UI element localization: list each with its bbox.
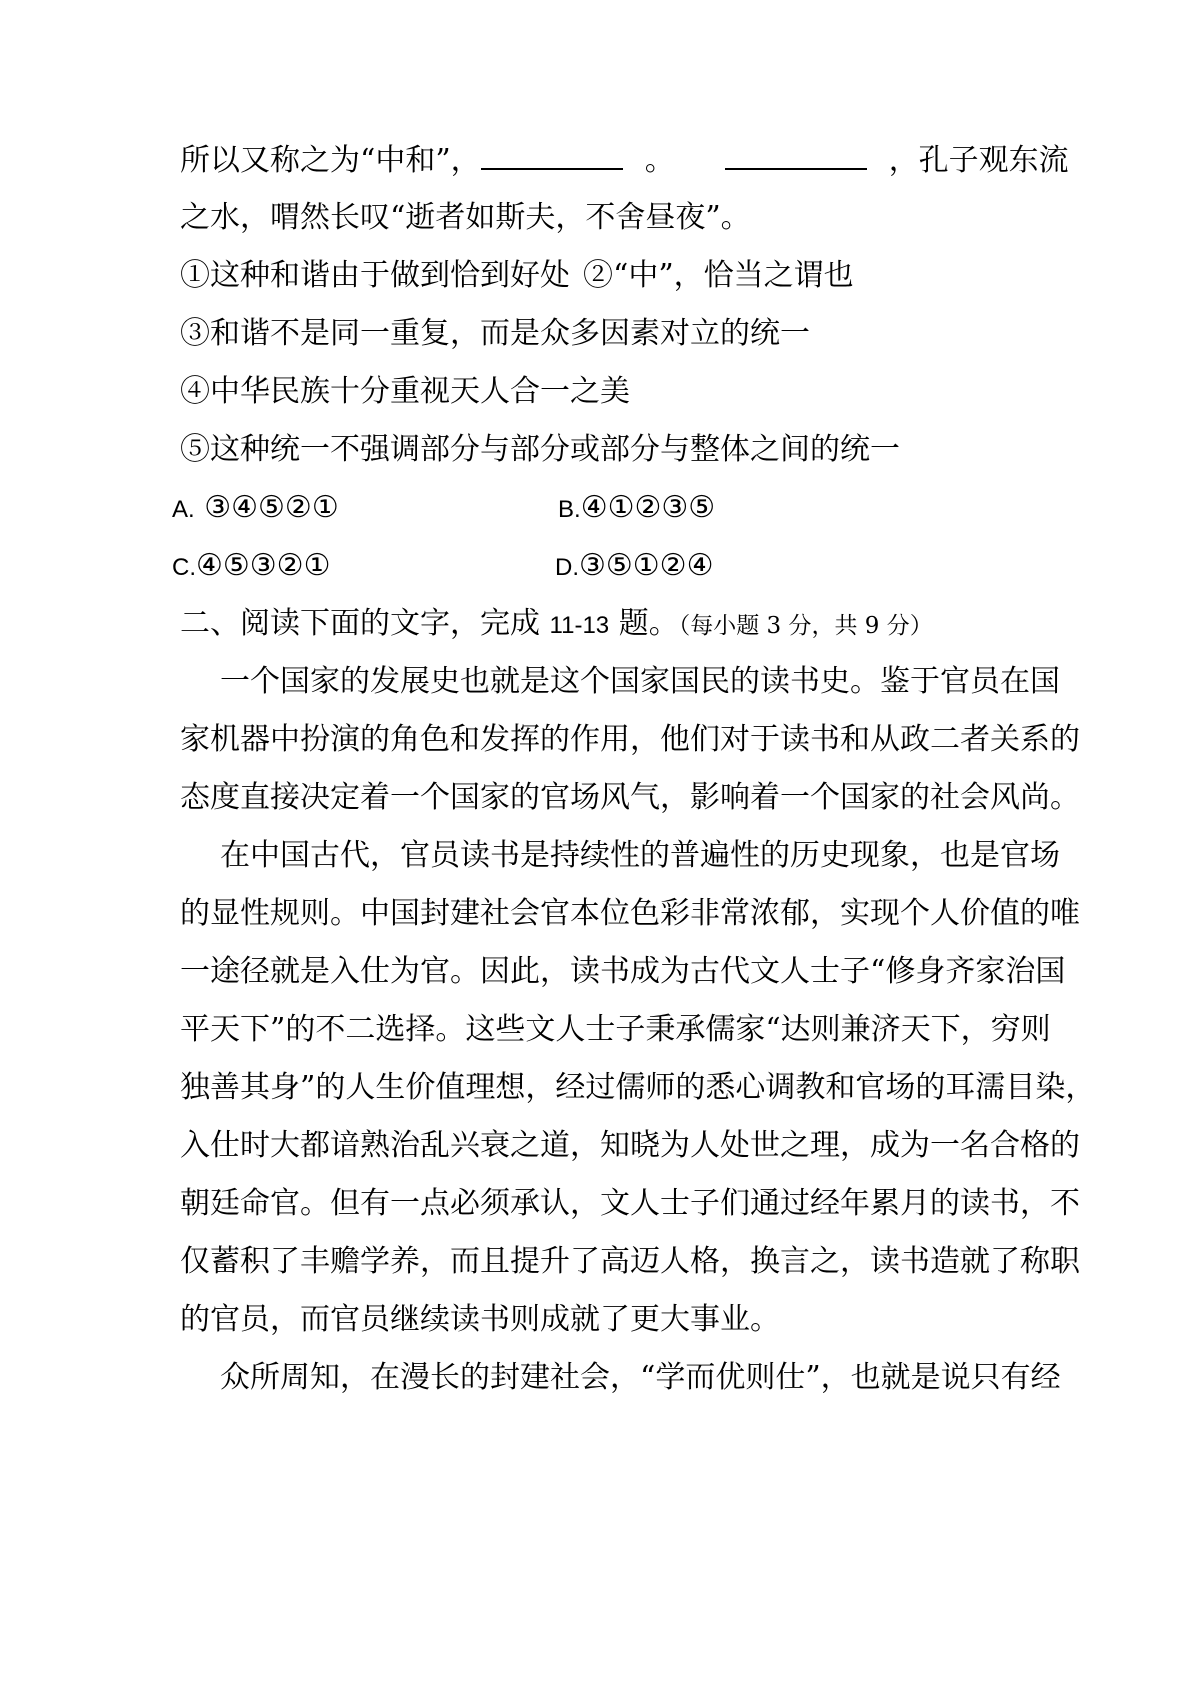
fill-in-text-1: 所以又称之为“中和”， xyxy=(180,143,481,178)
option-c xyxy=(172,546,330,588)
passage-line-2: 家机器中扮演的角色和发挥的作用，他们对于读书和从政二者关系的 xyxy=(180,722,1080,757)
passage-line-9: 入仕时大都谙熟治乱兴衰之道，知晓为人处世之理，成为一名合格的 xyxy=(180,1128,1080,1163)
passage-line-11: 仅蓄积了丰赡学养，而且提升了高迈人格，换言之，读书造就了称职 xyxy=(180,1244,1080,1279)
option-a-label: A. xyxy=(172,496,195,523)
fill-in-line-2: 之水，喟然长叹“逝者如斯夫，不舍昼夜”。 xyxy=(180,200,751,235)
sentence-5: ⑤这种统一不强调部分与部分或部分与整体之间的统一 xyxy=(180,432,900,467)
sentence-4: ④中华民族十分重视天人合一之美 xyxy=(180,374,630,409)
passage-line-10: 朝廷命官。但有一点必须承认，文人士子们通过经年累月的读书，不 xyxy=(180,1186,1080,1221)
section-2-heading-tail: 题。 xyxy=(609,606,679,641)
answer-blank-2 xyxy=(725,140,867,170)
passage-line-6: 一途径就是入仕为官。因此，读书成为古代文人士子“修身齐家治国 xyxy=(180,954,1066,989)
option-a-sequence: ③④⑤②① xyxy=(204,490,339,525)
passage-line-4: 在中国古代，官员读书是持续性的普遍性的历史现象，也是官场 xyxy=(220,838,1060,873)
fill-in-period: 。 xyxy=(644,143,675,178)
passage-line-8: 独善其身”的人生价值理想，经过儒师的悉心调教和官场的耳濡目染， xyxy=(180,1070,1096,1105)
option-d-sequence: ③⑤①②④ xyxy=(579,548,714,583)
sentence-3: ③和谐不是同一重复，而是众多因素对立的统一 xyxy=(180,316,810,351)
passage-line-5: 的显性规则。中国封建社会官本位色彩非常浓郁，实现个人价值的唯 xyxy=(180,896,1080,931)
option-b-label: B. xyxy=(558,496,581,523)
fill-in-text-2: ，孔子观东流 xyxy=(888,143,1069,178)
section-2-heading xyxy=(180,604,933,646)
section-2-heading-text: 二、阅读下面的文字，完成 xyxy=(180,606,550,641)
answer-blank-1 xyxy=(481,140,623,170)
sentence-1: ①这种和谐由于做到恰到好处 xyxy=(180,258,570,293)
sentence-2: ②“中”，恰当之谓也 xyxy=(583,258,854,293)
option-a xyxy=(172,488,339,530)
section-2-question-range: 11-13 xyxy=(549,612,610,639)
section-2-score-note: （每小题 3 分，共 9 分） xyxy=(678,613,933,639)
option-b xyxy=(558,488,715,530)
passage-line-7: 平天下”的不二选择。这些文人士子秉承儒家“达则兼济天下，穷则 xyxy=(180,1012,1051,1047)
option-c-sequence: ④⑤③②① xyxy=(196,548,331,583)
passage-line-13: 众所周知，在漫长的封建社会，“学而优则仕”，也就是说只有经 xyxy=(220,1360,1061,1395)
passage-line-12: 的官员，而官员继续读书则成就了更大事业。 xyxy=(180,1302,780,1337)
fill-in-line-1 xyxy=(180,140,1069,181)
option-d xyxy=(555,546,713,588)
passage-line-1: 一个国家的发展史也就是这个国家国民的读书史。鉴于官员在国 xyxy=(220,664,1060,699)
option-d-label: D. xyxy=(555,554,579,581)
option-c-label: C. xyxy=(172,554,196,581)
option-b-sequence: ④①②③⑤ xyxy=(580,490,716,525)
passage-line-3: 态度直接决定着一个国家的官场风气，影响着一个国家的社会风尚。 xyxy=(180,780,1080,815)
